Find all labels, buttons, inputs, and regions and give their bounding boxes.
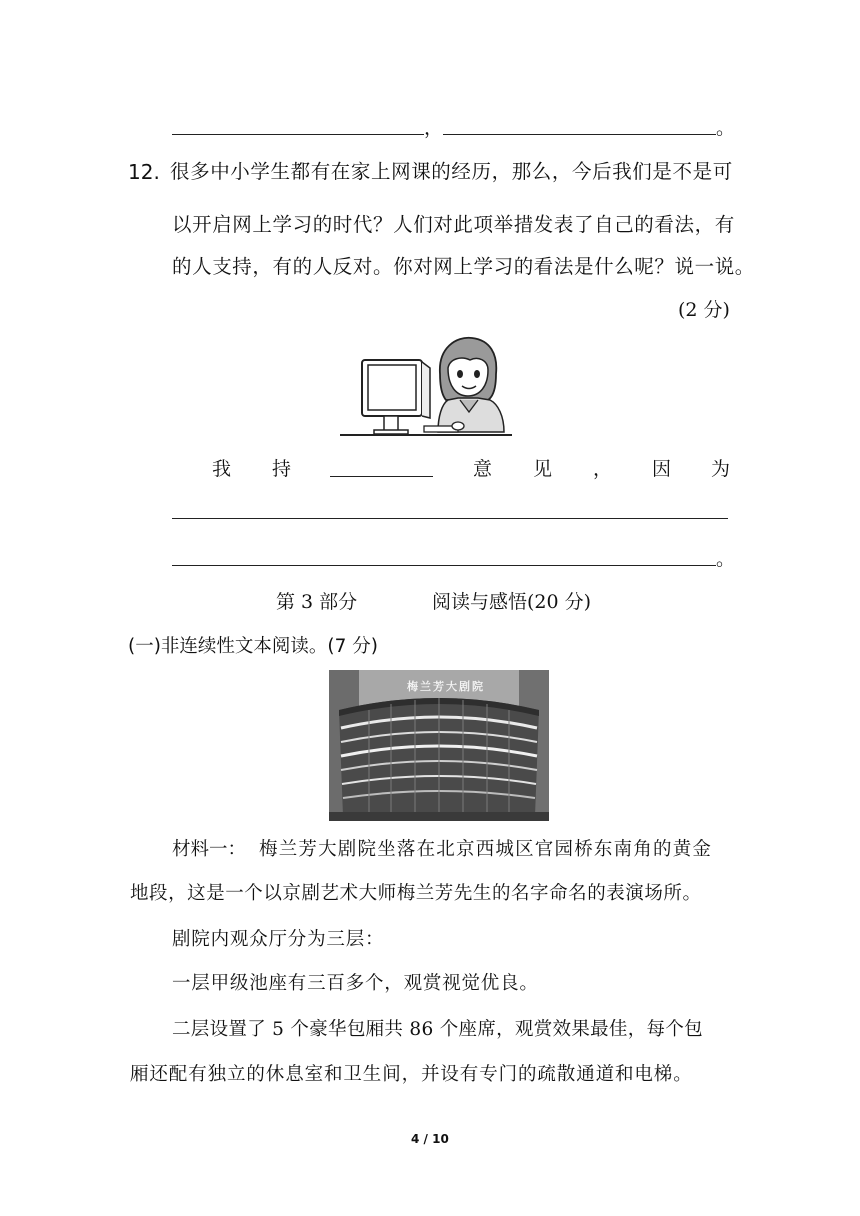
answer-word-yi: 意 [473, 458, 493, 480]
blank-line-1[interactable] [172, 134, 424, 135]
blank-line-2[interactable] [443, 134, 716, 135]
period: 。 [716, 117, 736, 139]
material-line-2: 地段，这是一个以京剧艺术大师梅兰芳先生的名字命名的表演场所。 [130, 883, 702, 904]
score: (2 分) [678, 299, 730, 321]
material-line-1: 梅兰芳大剧院坐落在北京西城区官园桥东南角的黄金 [259, 839, 713, 860]
page-number: 4 / 10 [411, 1132, 449, 1146]
part-title: 第 3 部分 [276, 591, 358, 613]
material-line-4: 一层甲级池座有三百多个，观赏视觉优良。 [172, 973, 539, 994]
answer-comma: ， [593, 458, 613, 480]
girl-at-computer-illustration [338, 334, 514, 438]
reason-blank-2[interactable] [172, 565, 716, 566]
material-label: 材料一： [172, 839, 247, 860]
answer-word-yin: 因 [652, 458, 672, 480]
question-line-3: 的人支持，有的人反对。你对网上学习的看法是什么呢？说一说。 [172, 255, 755, 278]
material-line-5: 二层设置了 5 个豪华包厢共 86 个座席，观赏效果最佳，每个包 [172, 1019, 703, 1040]
reason-period: 。 [716, 548, 736, 570]
section-heading: (一)非连续性文本阅读。(7 分) [128, 636, 379, 657]
material-line-3: 剧院内观众厅分为三层： [172, 929, 385, 950]
question-line-1: 很多中小学生都有在家上网课的经历，那么，今后我们是不是可 [170, 160, 733, 183]
part-subtitle: 阅读与感悟(20 分) [432, 591, 592, 613]
question-number: 12. [128, 160, 160, 184]
answer-word-jian: 见 [533, 458, 553, 480]
answer-word-wo: 我 [212, 458, 232, 480]
question-line-2: 以开启网上学习的时代？人们对此项举措发表了自己的看法，有 [172, 213, 735, 236]
opinion-blank[interactable] [330, 476, 433, 477]
answer-word-chi: 持 [272, 458, 292, 480]
answer-word-wei: 为 [711, 458, 731, 480]
theatre-sign: 梅兰芳大剧院 [407, 680, 485, 693]
comma: ， [424, 117, 444, 139]
reason-blank-1[interactable] [172, 518, 728, 519]
theatre-photo [329, 670, 549, 821]
material-line-6: 厢还配有独立的休息室和卫生间，并设有专门的疏散通道和电梯。 [130, 1064, 693, 1085]
